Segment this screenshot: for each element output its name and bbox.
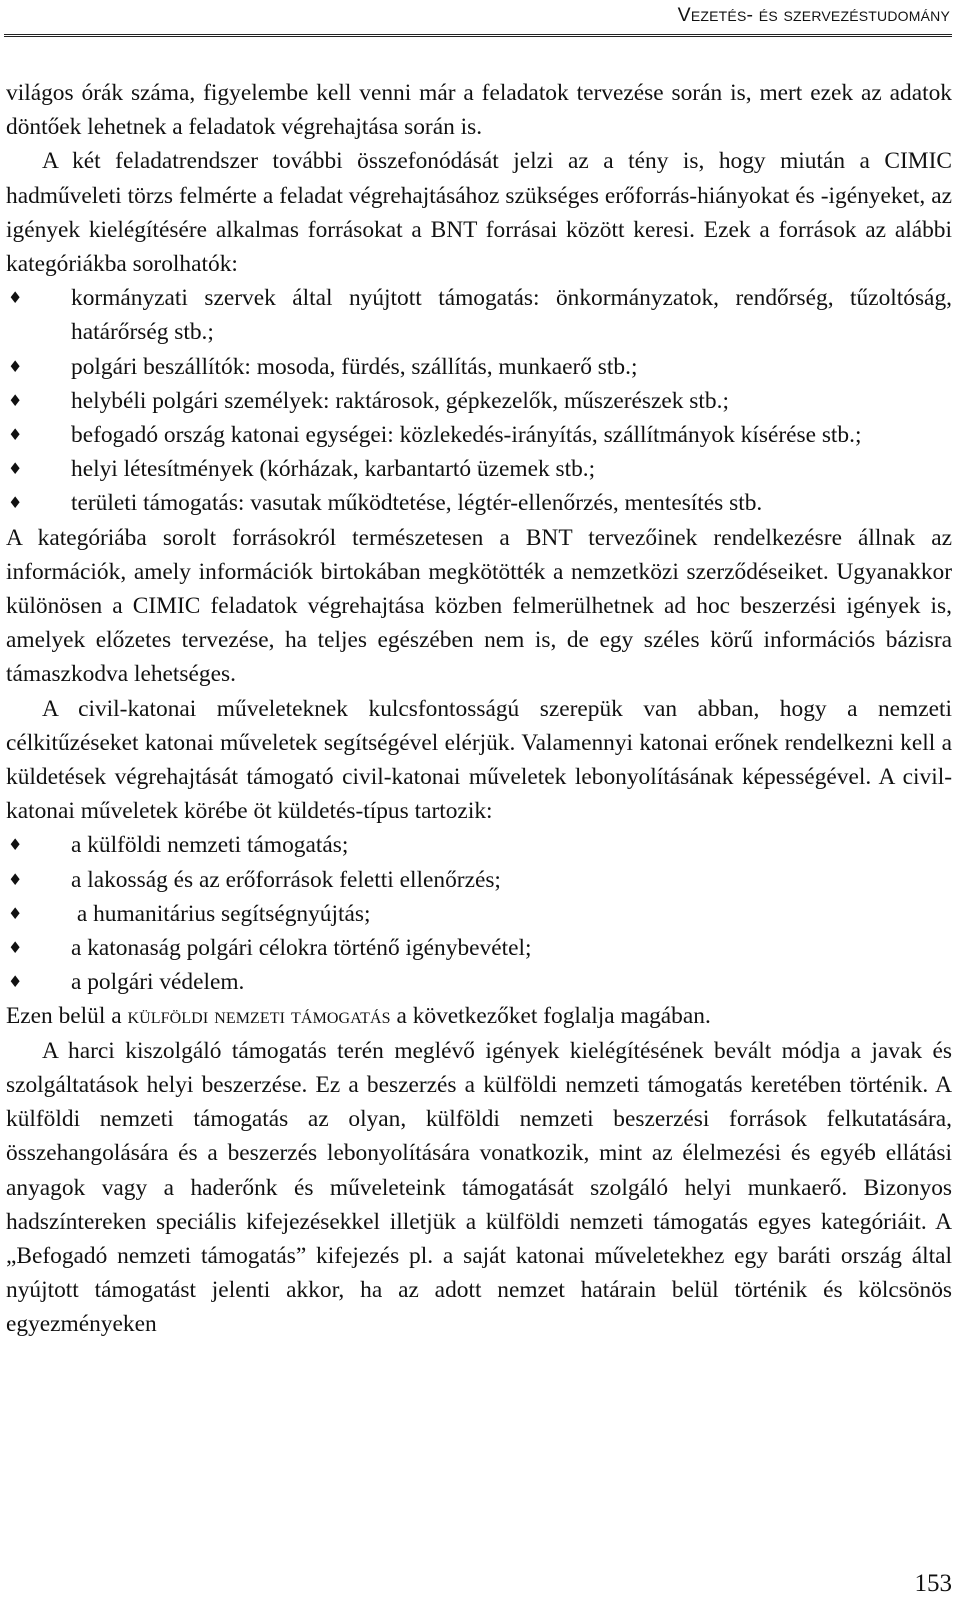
list-item	[6, 281, 952, 349]
diamond-bullet-icon: ♦	[8, 493, 23, 513]
diamond-bullet-icon: ♦	[8, 288, 23, 308]
list-item	[6, 965, 952, 999]
page-body	[6, 76, 952, 1342]
small-caps-term: külföldi nemzeti támogatás	[127, 1003, 391, 1030]
list-item	[6, 384, 952, 418]
list-item	[6, 828, 952, 862]
list-item-text: a humanitárius segítségnyújtás;	[71, 900, 371, 927]
diamond-bullet-icon: ♦	[8, 938, 23, 958]
diamond-bullet-icon: ♦	[8, 356, 23, 376]
list-item-text: helyi létesítmények (kórházak, karbantartó üzemek stb.;	[71, 456, 596, 483]
list-item	[6, 931, 952, 965]
list-item-text: a külföldi nemzeti támogatás;	[71, 832, 349, 859]
list-item	[6, 486, 952, 520]
list-item-text: a lakosság és az erőforrások feletti ellenőrzés;	[71, 866, 501, 893]
list-item-text: helybéli polgári személyek: raktárosok, gépkezelők, műszerészek stb.;	[71, 387, 729, 414]
header-title	[678, 4, 950, 27]
text-run: Ezen belül a	[6, 1003, 128, 1030]
bullet-list-mission-types	[6, 828, 952, 999]
list-item	[6, 350, 952, 384]
list-item-text: a polgári védelem.	[71, 969, 245, 996]
list-item-text: kormányzati szervek által nyújtott támogatás: önkormányzatok, rendőrség, tűzoltóság, határőrség stb.;	[71, 285, 952, 346]
paragraph	[6, 999, 952, 1033]
header-title-text: Vezetés- és szervezéstudomány	[677, 4, 950, 26]
paragraph: világos órák száma, figyelembe kell venni már a feladatok tervezése során is, mert ezek az adatok döntőek lehetnek a feladatok végrehajtása során is.	[6, 80, 952, 141]
paragraph: A két feladatrendszer további összefonódását jelzi az a tény is, hogy miután a CIMIC hadműveleti törzs felmérte a feladat végrehajtásához szükséges erőforrás-hiányokat és -igényeket, az igények kielégítésére alkalmas forrásokat a BNT forrásai között keresi. Ezek a források az alábbi kategóriákba sorolhatók:	[6, 148, 952, 278]
list-item	[6, 863, 952, 897]
running-header	[4, 0, 952, 37]
list-item	[6, 897, 952, 931]
list-item	[6, 452, 952, 486]
diamond-bullet-icon: ♦	[8, 425, 23, 445]
list-item	[6, 418, 952, 452]
bullet-list-sources	[6, 281, 952, 520]
diamond-bullet-icon: ♦	[8, 903, 23, 923]
diamond-bullet-icon: ♦	[8, 972, 23, 992]
diamond-bullet-icon: ♦	[8, 869, 23, 889]
diamond-bullet-icon: ♦	[8, 390, 23, 410]
list-item-text: polgári beszállítók: mosoda, fürdés, szállítás, munkaerő stb.;	[71, 353, 638, 380]
list-item-text: a katonaság polgári célokra történő igénybevétel;	[71, 935, 532, 962]
paragraph: A civil-katonai műveleteknek kulcsfontosságú szerepük van abban, hogy a nemzeti célkitűzéseket katonai műveletek segítségével elérjük. Valamennyi katonai erőnek rendelkezni kell a küldetések végrehajtását támogató civil-katonai műveletek lebonyolításának képességével. A civil-katonai műveletek körébe öt küldetés-típus tartozik:	[6, 695, 952, 825]
text-run: a következőket foglalja magában.	[390, 1003, 711, 1030]
paragraph: A kategóriába sorolt forrásokról természetesen a BNT tervezőinek rendelkezésre állnak az információk, amely információk birtokában megkötötték a nemzetközi szerződéseiket. Ugyanakkor különösen a CIMIC feladatok végrehajtása közben felmerülhetnek ad hoc beszerzési igények is, amelyek előzetes tervezése, ha teljes egészében nem is, de egy széles körű információs bázisra támaszkodva lehetséges.	[6, 524, 952, 688]
list-item-text: befogadó ország katonai egységei: közlekedés-irányítás, szállítmányok kísérése stb.;	[71, 422, 862, 449]
diamond-bullet-icon: ♦	[8, 459, 23, 479]
paragraph: A harci kiszolgáló támogatás terén meglévő igények kielégítésének bevált módja a javak és szolgáltatások helyi beszerzése. Ez a beszerzés a külföldi nemzeti támogatás keretében történik. A külföldi nemzeti támogatás az olyan, külföldi nemzeti beszerzési források felkutatására, összehangolására és a beszerzés lebonyolítására vonatkozik, mint az élelmezési és egyéb ellátási anyagok vagy a haderőnk és műveleteink támogatását szolgáló helyi munkaerő. Bizonyos hadszíntereken speciális kifejezésekkel illetjük a külföldi nemzeti támogatás egyes kategóriáit. A „Befogadó nemzeti támogatás” kifejezés pl. a saját katonai műveletekhez egy baráti ország által nyújtott támogatást jelenti akkor, ha az adott nemzet határain belül történik és kölcsönös egyezményeken	[6, 1037, 952, 1338]
page-number: 153	[914, 1570, 952, 1597]
diamond-bullet-icon: ♦	[8, 835, 23, 855]
list-item-text: területi támogatás: vasutak működtetése, légtér-ellenőrzés, mentesítés stb.	[71, 490, 763, 517]
